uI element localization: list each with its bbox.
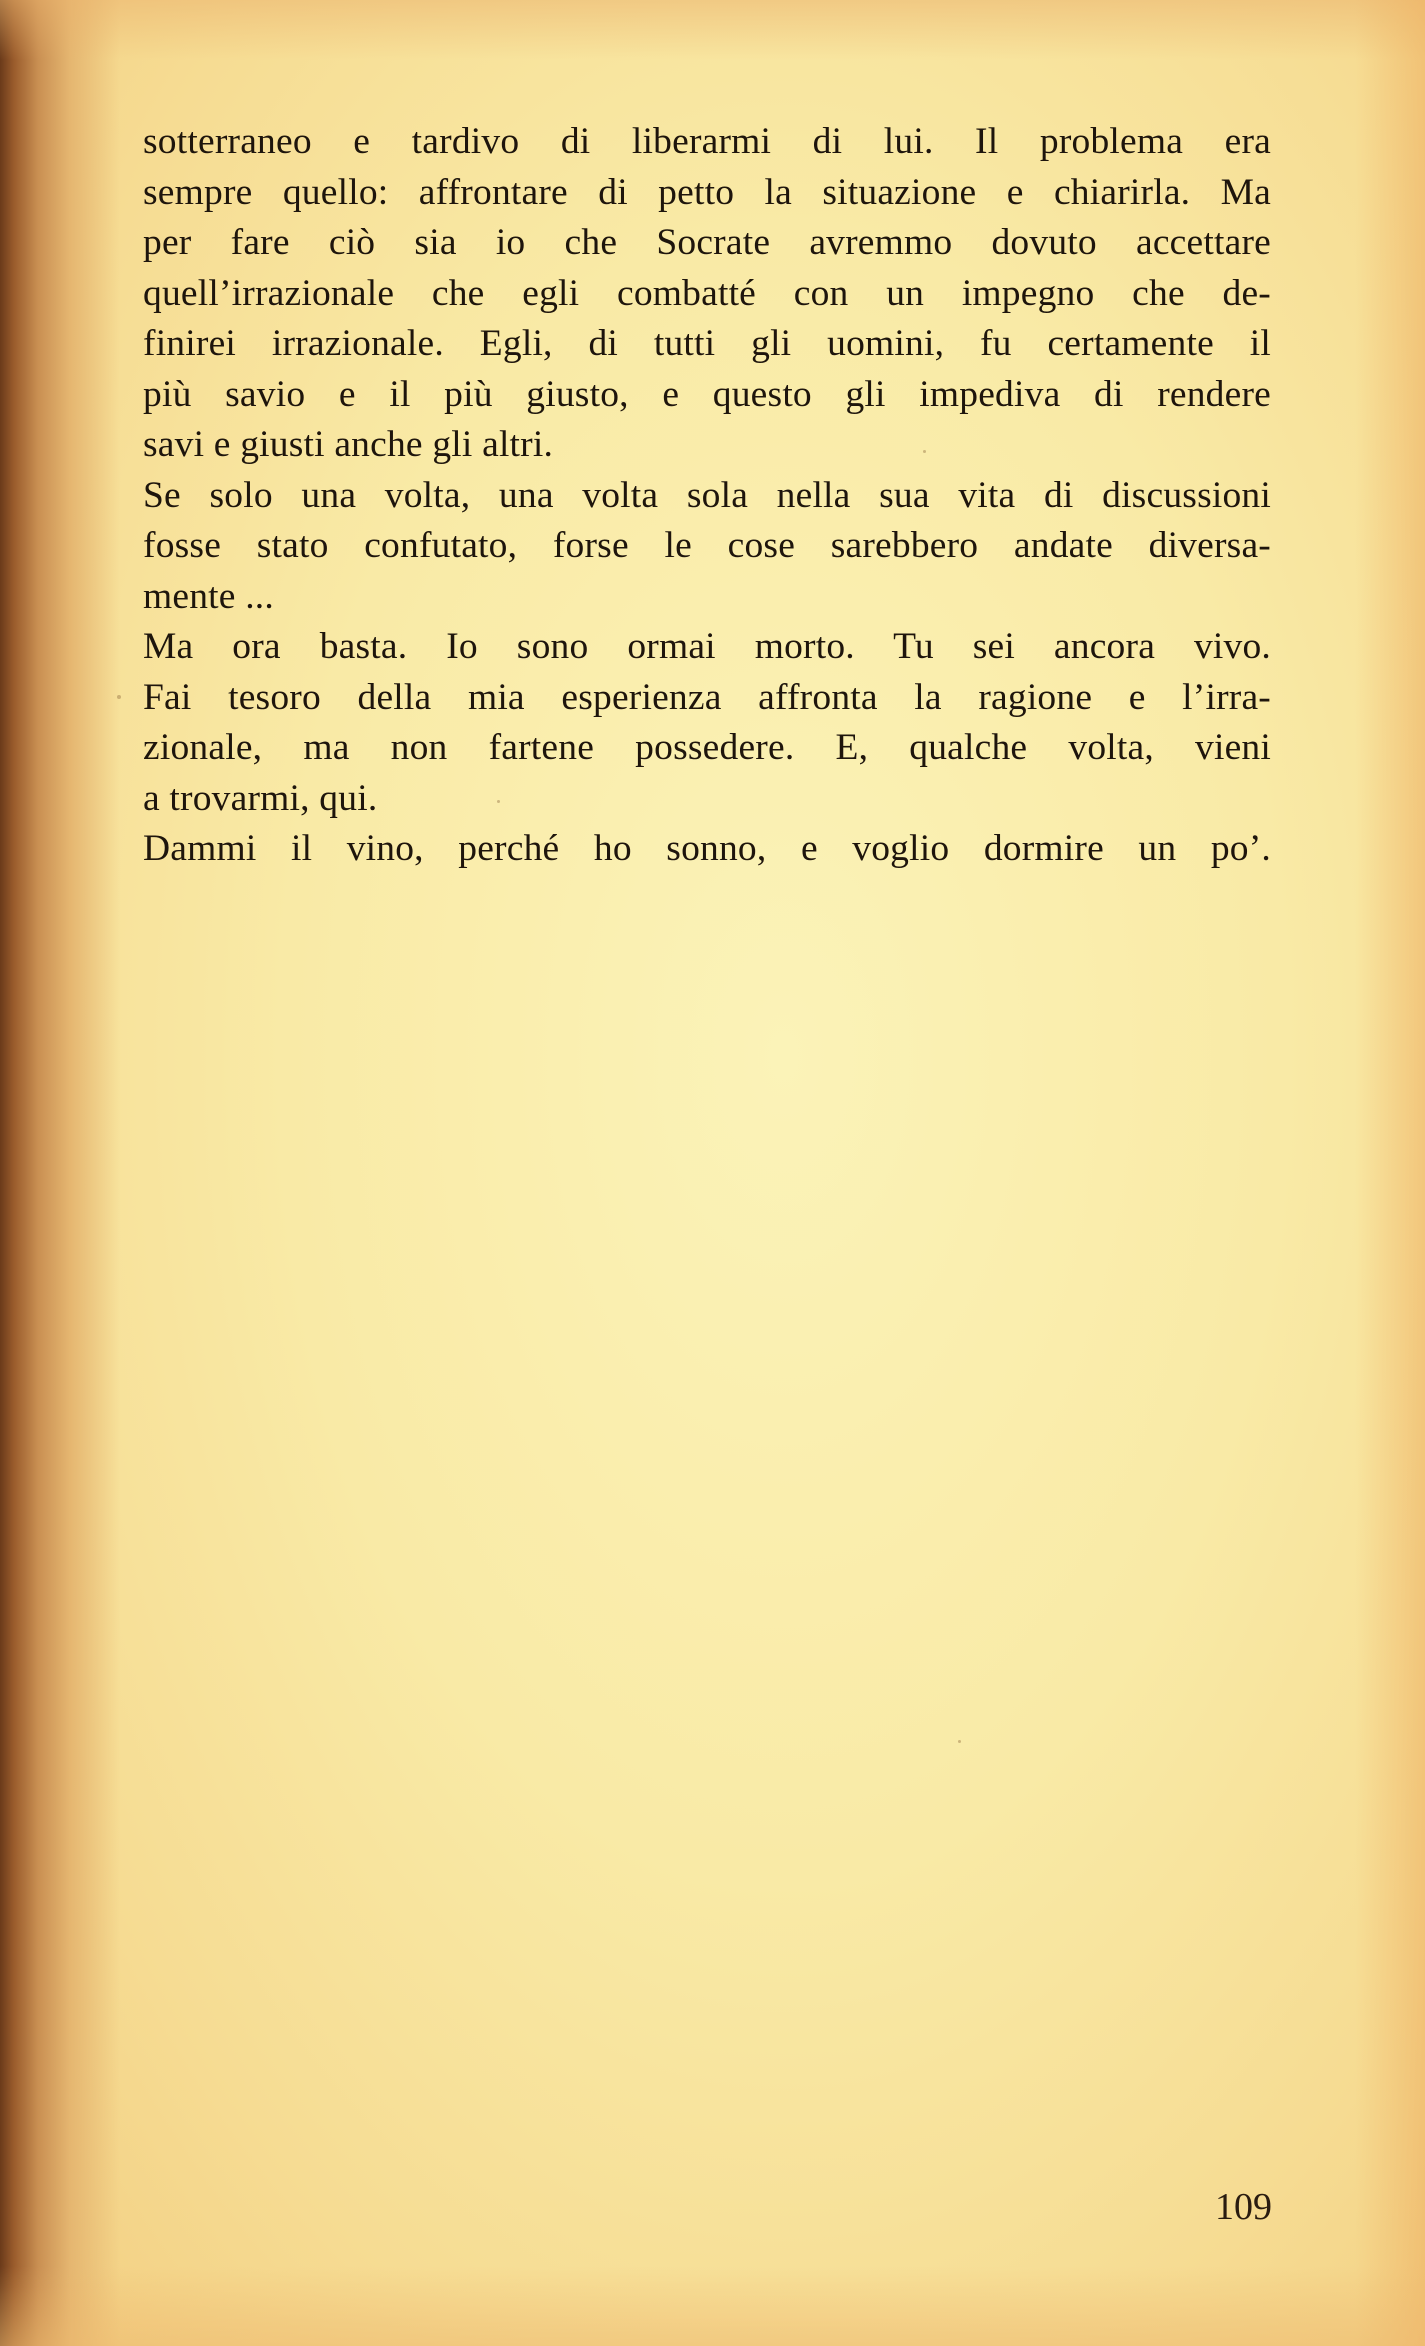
body-text: [143, 117, 1271, 875]
text-line: Se solo una volta, una volta sola nella sua vita di discussioni: [143, 474, 1271, 516]
paper-speck: [958, 1740, 961, 1743]
text-line: Ma ora basta. Io sono ormai morto. Tu sei ancora vivo.: [143, 626, 1271, 667]
text-line: finirei irrazionale. Egli, di tutti gli uomini, fu certamente il: [143, 323, 1271, 364]
page-edge-bottom: [0, 2266, 1425, 2346]
text-line: savi e giusti anche gli altri.: [143, 424, 554, 465]
text-line: zionale, ma non fartene possedere. E, qualche volta, vieni: [143, 727, 1271, 768]
binding-shadow: [0, 0, 120, 2346]
page-edge-right: [1355, 0, 1425, 2346]
text-line: sempre quello: affrontare di petto la situazione e chiarirla. Ma: [143, 171, 1271, 213]
paper-speck: [117, 695, 121, 699]
text-line: più savio e il più giusto, e questo gli impediva di rendere: [143, 373, 1271, 415]
text-line: a trovarmi, qui.: [143, 777, 378, 819]
text-line: Dammi il vino, perché ho sonno, e voglio dormire un po’.: [143, 828, 1271, 869]
text-line: fosse stato confutato, forse le cose sarebbero andate diversa-: [143, 525, 1271, 566]
text-line: per fare ciò sia io che Socrate avremmo dovuto accettare: [143, 222, 1271, 263]
text-line: mente ...: [143, 575, 274, 617]
text-line: sotterraneo e tardivo di liberarmi di lui. Il problema era: [143, 121, 1271, 162]
page-number: 109: [1215, 2186, 1272, 2228]
text-line: quell’irrazionale che egli combatté con un impegno che de-: [143, 272, 1271, 314]
text-line: Fai tesoro della mia esperienza affronta la ragione e l’irra-: [143, 676, 1271, 718]
page-edge-top: [0, 0, 1425, 60]
